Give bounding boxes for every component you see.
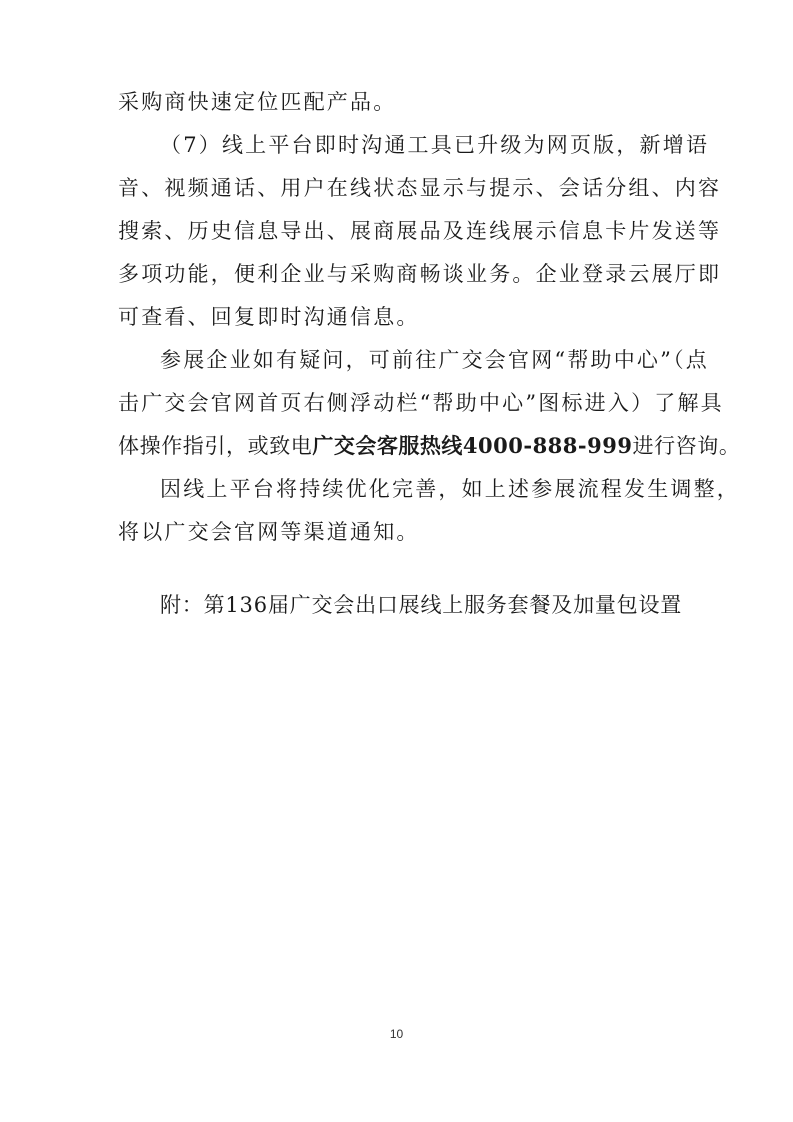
- paragraph-line: 将以广交会官网等渠道通知。: [118, 520, 420, 544]
- paragraph-line: 可查看、回复即时沟通信息。: [118, 305, 420, 329]
- hotline-text: 广交会客服热线4000-888-999: [312, 433, 633, 458]
- text-fragment: 体操作指引，或致电: [118, 434, 313, 458]
- paragraph-line: 搜索、历史信息导出、展商展品及连线展示信息卡片发送等: [118, 219, 722, 243]
- attachment-line: 附：第136届广交会出口展线上服务套餐及加量包设置: [160, 593, 683, 617]
- paragraph-line: 因线上平台将持续优化完善，如上述参展流程发生调整，: [160, 477, 740, 501]
- paragraph-line-hotline: [118, 432, 741, 460]
- paragraph-line: 多项功能，便利企业与采购商畅谈业务。企业登录云展厅即: [118, 262, 722, 286]
- text-fragment: 进行咨询。: [632, 434, 741, 458]
- paragraph-line: 参展企业如有疑问，可前往广交会官网“帮助中心”（点: [160, 348, 709, 372]
- paragraph-line: 击广交会官网首页右侧浮动栏“帮助中心”图标进入）了解具: [118, 391, 724, 415]
- paragraph-line: 音、视频通话、用户在线状态显示与提示、会话分组、内容: [118, 176, 722, 200]
- page-number: 10: [389, 1027, 404, 1041]
- paragraph-line: 采购商快速定位匹配产品。: [118, 90, 397, 114]
- paragraph-line: （7）线上平台即时沟通工具已升级为网页版，新增语: [160, 133, 710, 157]
